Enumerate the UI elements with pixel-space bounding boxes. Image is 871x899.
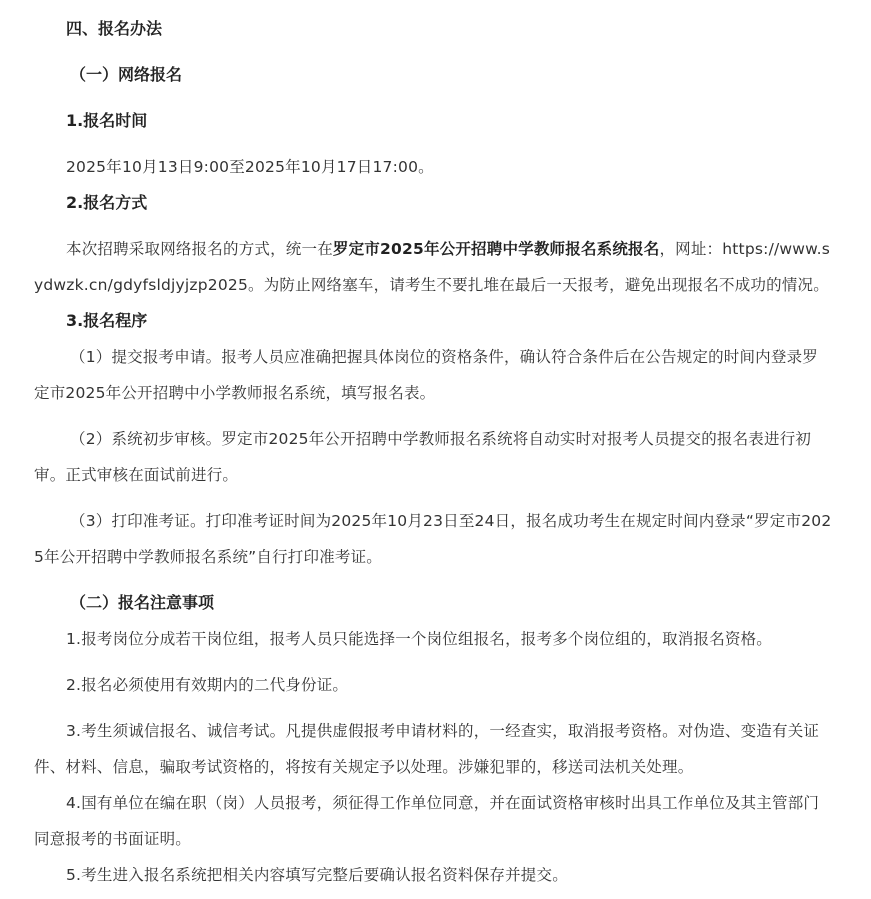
registration-method-line1 xyxy=(66,238,830,260)
note-item-3-line2: 件、材料、信息，骗取考试资格的，将按有关规定予以处理。涉嫌犯罪的，移送司法机关处理。 xyxy=(34,758,694,776)
heading-registration-time: 1.报名时间 xyxy=(66,111,148,130)
procedure-step1-line1: （1）提交报考申请。报考人员应准确把握具体岗位的资格条件，确认符合条件后在公告规定的时间内登录罗 xyxy=(70,348,818,366)
note-item-4-line1: 4.国有单位在编在职（岗）人员报考，须征得工作单位同意，并在面试资格审核时出具工作单位及其主管部门 xyxy=(66,794,820,812)
method-system-name: 罗定市2025年公开招聘中学教师报名系统报名 xyxy=(332,240,660,258)
section-heading: 四、报名办法 xyxy=(66,19,163,38)
procedure-step2-line2: 审。正式审核在面试前进行。 xyxy=(34,466,239,484)
procedure-step3-line1: （3）打印准考证。打印准考证时间为2025年10月23日至24日，报名成功考生在规定时间内登录“罗定市202 xyxy=(70,512,832,530)
subsection-heading-online: （一）网络报名 xyxy=(70,65,183,84)
subsection-heading-notes: （二）报名注意事项 xyxy=(70,593,215,612)
method-text-a: 本次招聘采取网络报名的方式，统一在 xyxy=(66,240,333,258)
note-item-2: 2.报名必须使用有效期内的二代身份证。 xyxy=(66,676,349,694)
heading-registration-procedure: 3.报名程序 xyxy=(66,311,148,330)
procedure-step3-line2: 5年公开招聘中学教师报名系统”自行打印准考证。 xyxy=(34,548,382,566)
registration-time-text: 2025年10月13日9:00至2025年10月17日17:00。 xyxy=(66,158,434,176)
method-text-b: ，网址：https://www.s xyxy=(659,240,831,258)
note-item-4-line2: 同意报考的书面证明。 xyxy=(34,830,192,848)
note-item-1: 1.报考岗位分成若干岗位组，报考人员只能选择一个岗位组报名，报考多个岗位组的，取消报名资格。 xyxy=(66,630,772,648)
note-item-3-line1: 3.考生须诚信报名、诚信考试。凡提供虚假报考申请材料的，一经查实，取消报考资格。对伪造、变造有关证 xyxy=(66,722,820,740)
procedure-step1-line2: 定市2025年公开招聘中小学教师报名系统，填写报名表。 xyxy=(34,384,436,402)
procedure-step2-line1: （2）系统初步审核。罗定市2025年公开招聘中学教师报名系统将自动实时对报考人员提交的报名表进行初 xyxy=(70,430,812,448)
registration-method-line2: ydwzk.cn/gdyfsldjyjzp2025。为防止网络塞车，请考生不要扎堆在最后一天报考，避免出现报名不成功的情况。 xyxy=(34,276,829,294)
note-item-5: 5.考生进入报名系统把相关内容填写完整后要确认报名资料保存并提交。 xyxy=(66,866,568,884)
heading-registration-method: 2.报名方式 xyxy=(66,193,148,212)
